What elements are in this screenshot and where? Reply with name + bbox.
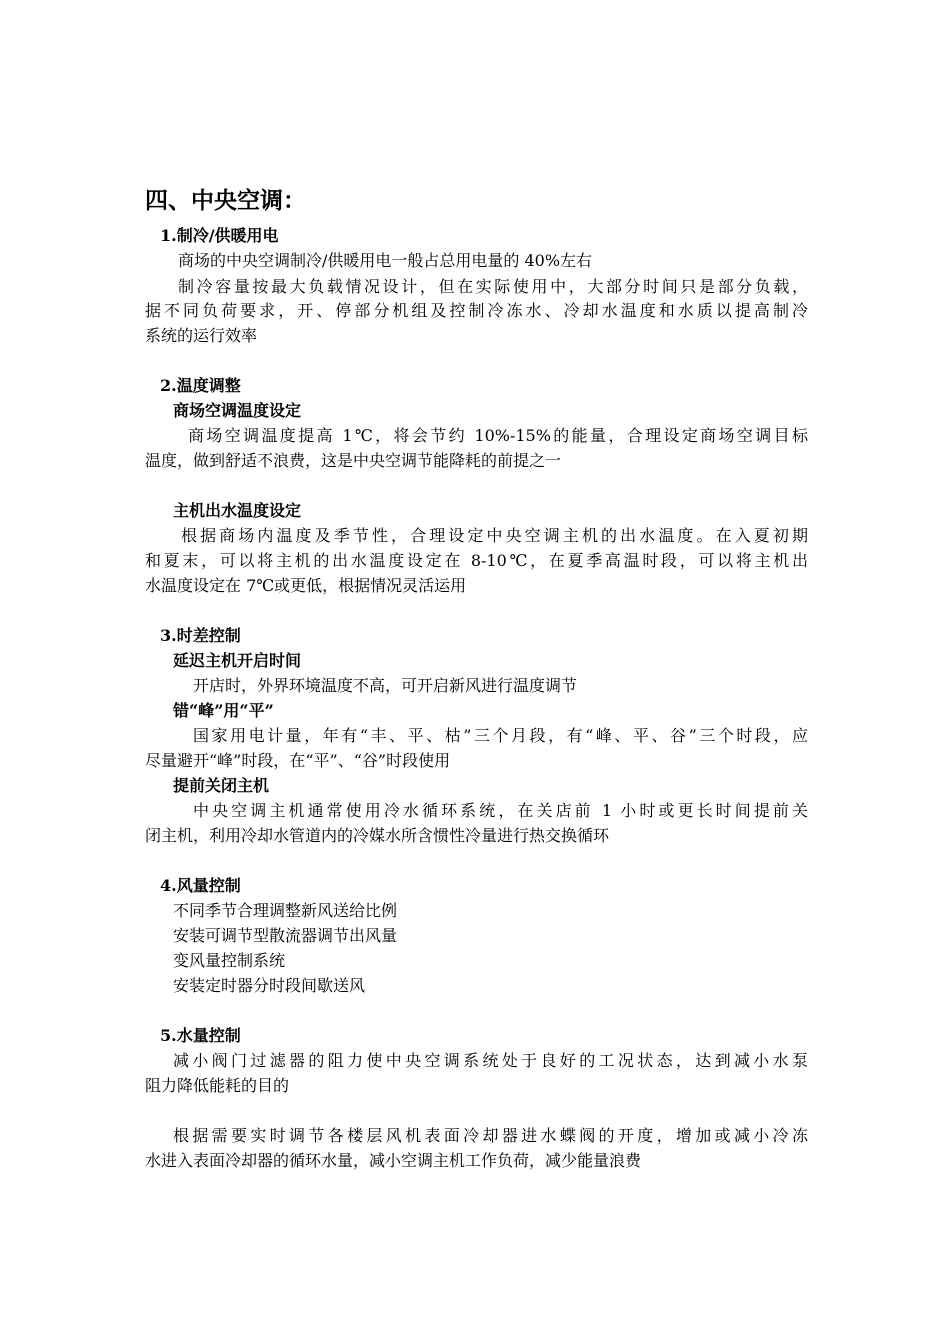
- s2-sub2-line-1: 根据商场内温度及季节性，合理设定中央空调主机的出水温度。在入夏初期: [181, 526, 808, 545]
- s2-subheading-1: 商场空调温度设定: [173, 401, 302, 420]
- s3-subheading-1: 延迟主机开启时间: [173, 651, 302, 670]
- s4-list-item: 安装定时器分时段间歇送风: [173, 976, 366, 995]
- s4-list-item: 安装可调节型散流器调节出风量: [173, 926, 398, 945]
- section-4-title: 4.风量控制: [160, 876, 241, 895]
- section-1-title: 1.制冷/供暖用电: [160, 226, 279, 245]
- s2-subheading-2: 主机出水温度设定: [173, 501, 302, 520]
- s3-sub2-line-1: 国家用电计量，年有“丰、平、枯”三个月段，有“峰、平、谷”三个时段，应: [193, 726, 808, 745]
- s1-paragraph-2-line-3: 系统的运行效率: [145, 326, 258, 345]
- s1-paragraph-2-line-2: 据不同负荷要求，开、停部分机组及控制冷冻水、冷却水温度和水质以提高制冷: [145, 301, 808, 320]
- s5-paragraph-2-line-1: 根据需要实时调节各楼层风机表面冷却器进水蝶阀的开度，增加或减小冷冻: [173, 1126, 808, 1145]
- s3-subheading-2: 错“峰”用“平”: [173, 701, 274, 720]
- s1-paragraph-2-line-1: 制冷容量按最大负载情况设计，但在实际使用中，大部分时间只是部分负载，: [178, 277, 808, 296]
- section-5-title: 5.水量控制: [160, 1026, 241, 1045]
- s2-sub1-line-2: 温度，做到舒适不浪费，这是中央空调节能降耗的前提之一: [145, 451, 562, 470]
- s4-list-item: 变风量控制系统: [173, 951, 286, 970]
- s2-sub1-line-1: 商场空调温度提高 1℃，将会节约 10%-15%的能量，合理设定商场空调目标: [188, 426, 808, 445]
- s4-list-item: 不同季节合理调整新风送给比例: [173, 901, 398, 920]
- s3-sub3-line-1: 中央空调主机通常使用冷水循环系统，在关店前 1 小时或更长时间提前关: [193, 801, 808, 820]
- s5-paragraph-1-line-1: 减小阀门过滤器的阻力使中央空调系统处于良好的工况状态，达到减小水泵: [173, 1051, 808, 1070]
- section-3-title: 3.时差控制: [160, 626, 241, 645]
- s3-sub1-line-1: 开店时，外界环境温度不高，可开启新风进行温度调节: [193, 676, 578, 695]
- s3-sub3-line-2: 闭主机，利用冷却水管道内的冷媒水所含惯性冷量进行热交换循环: [145, 826, 610, 845]
- s1-paragraph-1: 商场的中央空调制冷/供暖用电一般占总用电量的 40%左右: [178, 251, 593, 270]
- s3-subheading-3: 提前关闭主机: [173, 776, 270, 795]
- section-heading: 四、中央空调：: [145, 187, 306, 214]
- s2-sub2-line-2: 和夏末，可以将主机的出水温度设定在 8-10℃，在夏季高温时段，可以将主机出: [145, 551, 808, 570]
- s3-sub2-line-2: 尽量避开“峰”时段，在“平”、“谷”时段使用: [145, 751, 451, 770]
- section-2-title: 2.温度调整: [160, 376, 241, 395]
- s5-paragraph-1-line-2: 阻力降低能耗的目的: [145, 1076, 290, 1095]
- s5-paragraph-2-line-2: 水进入表面冷却器的循环水量，减小空调主机工作负荷，减少能量浪费: [145, 1151, 642, 1170]
- s2-sub2-line-3: 水温度设定在 7℃或更低，根据情况灵活运用: [145, 576, 467, 595]
